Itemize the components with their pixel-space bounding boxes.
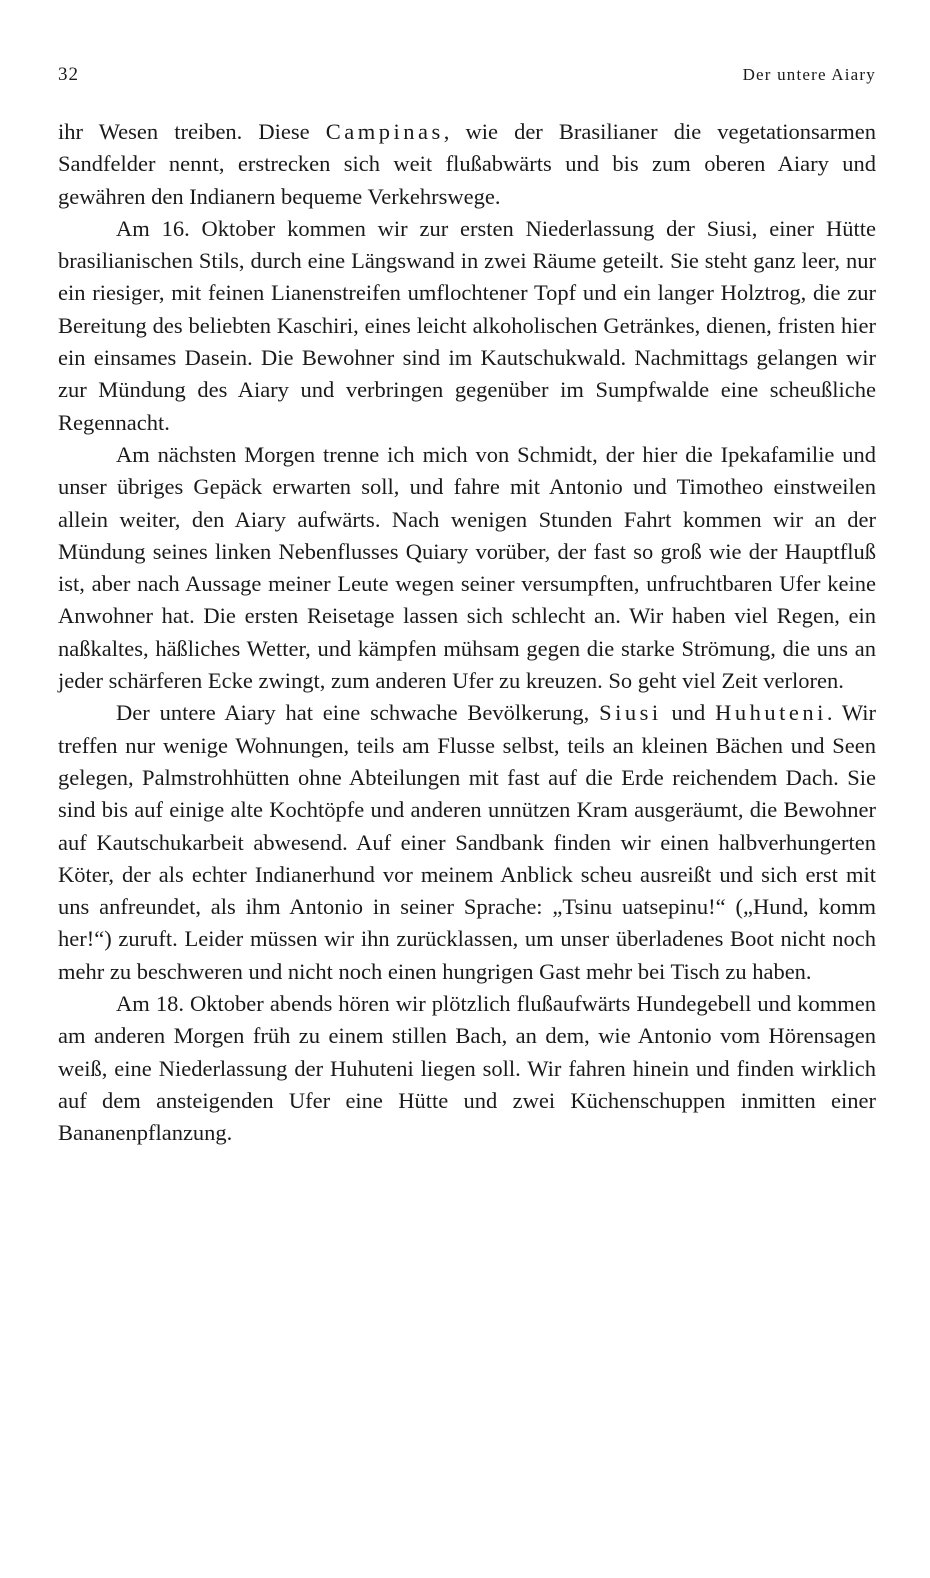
spaced-term: Campinas — [325, 119, 444, 144]
text-run: ihr Wesen treiben. Diese — [58, 119, 326, 144]
paragraph — [58, 697, 876, 988]
running-head — [58, 60, 876, 90]
text-run: Der untere Aiary hat eine schwache Bevölkerung, — [116, 700, 600, 726]
paragraph — [58, 116, 876, 213]
text-run: , wie der Brasilianer die vegetationsarmen Sandfelder nennt, erstrecken sich weit flußabwärts und bis zum oberen Aiary und gewähren den Indianern bequeme Verkehrswege. — [58, 119, 876, 209]
spaced-term: Siusi — [599, 700, 662, 726]
text-run: Am 16. Oktober kommen wir zur ersten Niederlassung der Siusi, einer Hütte brasilianischen Stils, durch eine Längswand in zwei Räume geteilt. Sie steht ganz leer, nur ein riesiger, mit feinen Lianenstreifen umflochtener Topf und ein langer Holztrog, die zur Bereitung des beliebten Kaschiri, eines leicht alkoholischen Getränkes, dienen, fristen hier ein einsames Dasein. Die Bewohner sind im Kautschukwald. Nachmittags gelangen wir zur Mündung des Aiary und verbringen gegenüber im Sumpfwalde eine scheußliche Regennacht. — [58, 215, 876, 435]
paragraph — [58, 439, 876, 697]
paragraph — [58, 213, 876, 439]
running-title: Der untere Aiary — [742, 65, 876, 84]
text-run: und — [661, 700, 716, 726]
page-number: 32 — [58, 64, 79, 85]
text-run: Am 18. Oktober abends hören wir plötzlich flußaufwärts Hundegebell und kommen am anderen Morgen früh zu einem stillen Bach, an dem, wie Antonio vom Hörensagen weiß, eine Niederlassung der Huhuteni liegen soll. Wir fahren hinein und finden wirklich auf dem ansteigenden Ufer eine Hütte und zwei Küchenschuppen inmitten einer Bananenpflanzung. — [58, 991, 876, 1146]
text-run: Am nächsten Morgen trenne ich mich von Schmidt, der hier die Ipekafamilie und unser übriges Gepäck erwarten soll, und fahre mit Antonio und Timotheo einstweilen allein weiter, den Aiary aufwärts. Nach wenigen Stunden Fahrt kommen wir an der Mündung seines linken Nebenflusses Quiary vorüber, der fast so groß wie der Hauptfluß ist, aber nach Aussage meiner Leute wegen seiner versumpften, unfruchtbaren Ufer keine Anwohner hat. Die ersten Reisetage lassen sich schlecht an. Wir haben viel Regen, ein naßkaltes, häßliches Wetter, und kämpfen mühsam gegen die starke Strömung, die uns an jeder schärferen Ecke zwingt, zum anderen Ufer zu kreuzen. So geht viel Zeit verloren. — [58, 441, 876, 694]
text-run: . Wir treffen nur wenige Wohnungen, teils am Flusse selbst, teils an kleinen Bächen und Seen gelegen, Palmstrohhütten ohne Abteilungen mit fast auf die Erde reichendem Dach. Sie sind bis auf einige alte Kochtöpfe und anderen unnützen Kram ausgeräumt, die Bewohner auf Kautschukarbeit abwesend. Auf einer Sandbank finden wir einen halbverhungerten Köter, der als echter Indianerhund vor meinem Anblick scheu ausreißt und sich erst mit uns anfreundet, als ihm Antonio in seiner Sprache: „Tsinu uatsepinu!“ („Hund, komm her!“) zuruft. Leider müssen wir ihn zurücklassen, um unser überladenes Boot nicht noch mehr zu beschweren und nicht noch einen hungrigen Gast mehr bei Tisch zu haben. — [58, 700, 877, 984]
spaced-term: Huhuteni — [715, 700, 827, 726]
body-text — [58, 116, 876, 1150]
paragraph — [58, 988, 876, 1149]
